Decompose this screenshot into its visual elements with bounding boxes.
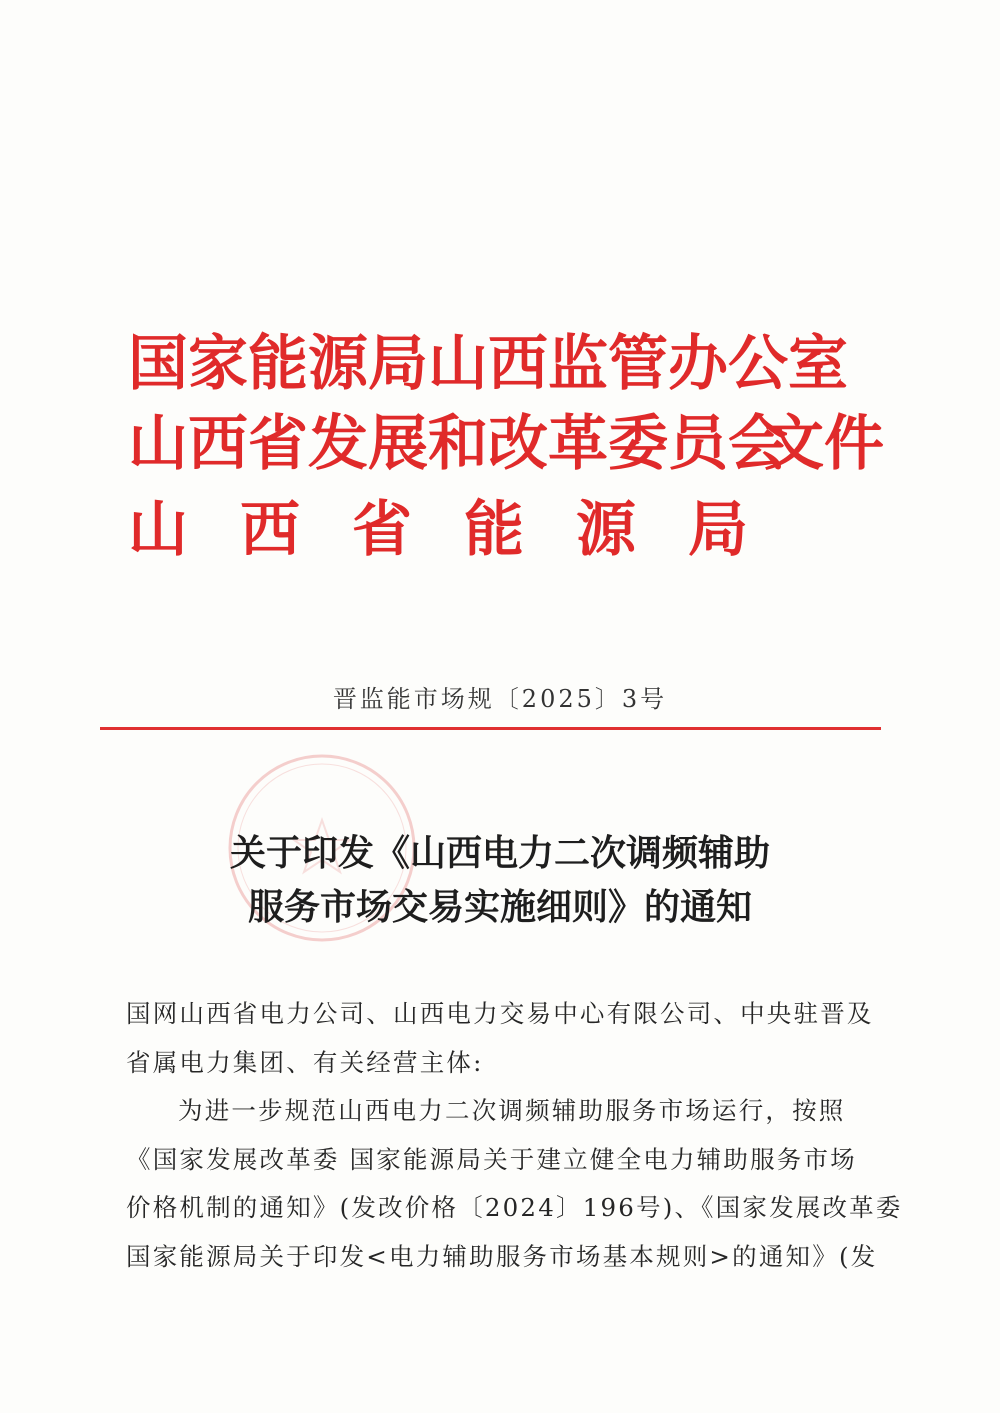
body-line: 为进一步规范山西电力二次调频辅助服务市场运行，按照 [178, 1096, 846, 1125]
body-line: 省属电力集团、有关经营主体: [126, 1047, 484, 1077]
masthead-issuer-2: 山西省发展和改革委员会 [128, 409, 788, 479]
masthead-document-label: 文件 [764, 409, 884, 479]
red-separator-rule [100, 727, 881, 730]
notice-title-line-1: 关于印发《山西电力二次调频辅助 [229, 832, 770, 874]
body-line: 价格机制的通知》(发改价格〔2024〕196号)、《国家发展改革委 [126, 1193, 903, 1222]
body-line: 《国家发展改革委 国家能源局关于建立健全电力辅助服务市场 [126, 1144, 857, 1174]
document-number: 晋监能市场规〔2025〕3号 [332, 685, 668, 713]
notice-body [126, 990, 903, 1281]
body-line: 国家能源局关于印发<电力辅助服务市场基本规则>的通知》(发 [126, 1241, 878, 1271]
notice-title-line-2: 服务市场交易实施细则》的通知 [247, 886, 752, 928]
notice-title [0, 826, 1000, 934]
masthead-issuer-3: 山西省能源局 [128, 495, 800, 565]
masthead-issuer-1: 国家能源局山西监管办公室 [128, 329, 848, 399]
body-line: 国网山西省电力公司、山西电力交易中心有限公司、中央驻晋及 [126, 999, 874, 1028]
